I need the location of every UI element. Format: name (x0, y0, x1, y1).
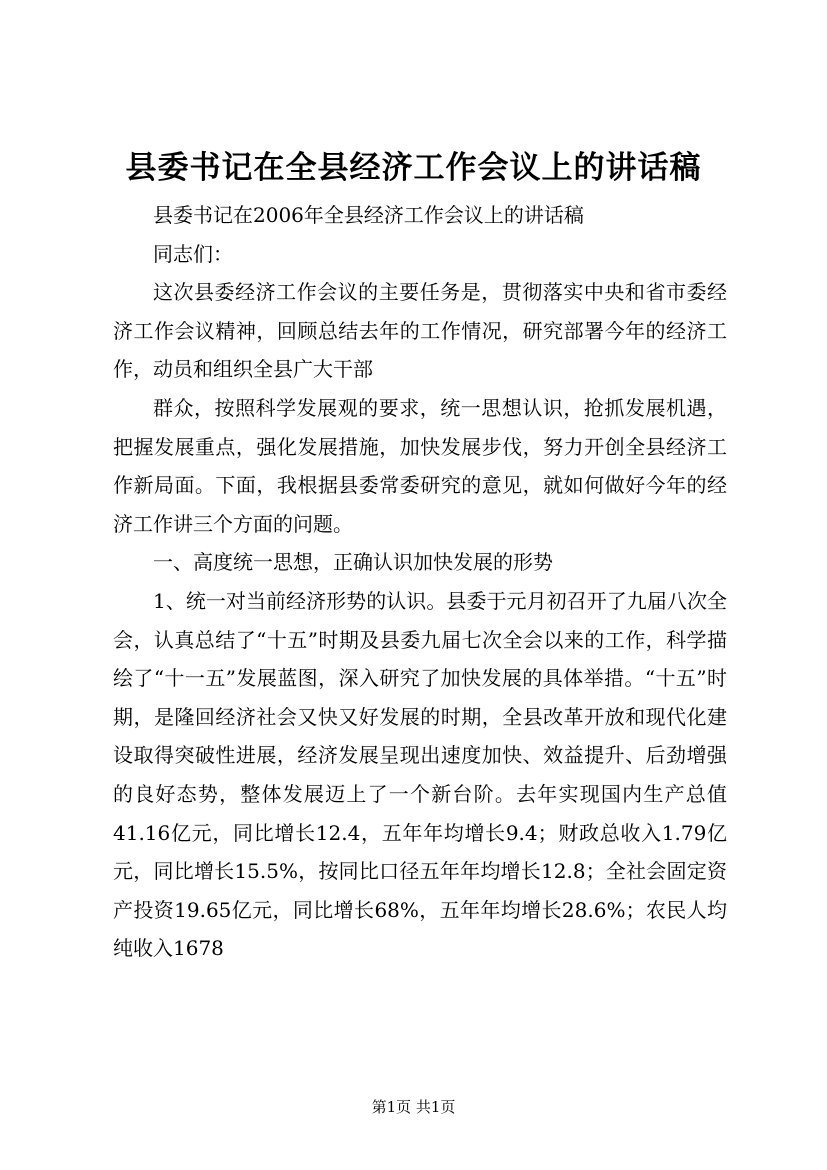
body-paragraph: 这次县委经济工作会议的主要任务是，贯彻落实中央和省市委经济工作会议精神，回顾总结去年的工作情况，研究部署今年的经济工作，动员和组织全县广大干部 (113, 280, 727, 382)
body-paragraph: 1、统一对当前经济形势的认识。县委于元月初召开了九届八次全会，认真总结了“十五”时期及县委九届七次全会以来的工作，科学描绘了“十一五”发展蓝图，深入研究了加快发展的具体举措。“十五”时期，是隆回经济社会又快又好发展的时期，全县改革开放和现代化建设取得突破性进展，经济发展呈现出速度加快、效益提升、后劲增强的良好态势，整体发展迈上了一个新台阶。去年实现国内生产总值41.16亿元，同比增长12.4，五年年均增长9.4；财政总收入1.79亿元，同比增长15.5%，按同比口径五年年均增长12.8；全社会固定资产投资19.65亿元，同比增长68%，五年年均增长28.6%；农民人均纯收入1678 (113, 588, 727, 961)
page-footer: 第1页 共1页 (371, 1098, 456, 1116)
body-paragraph: 群众，按照科学发展观的要求，统一思想认识，抢抓发展机遇，把握发展重点，强化发展措施，加快发展步伐，努力开创全县经济工作新局面。下面，我根据县委常委研究的意见，就如何做好今年的经济工作讲三个方面的问题。 (113, 395, 727, 536)
subtitle-paragraph: 县委书记在2006年全县经济工作会议上的讲话稿 (153, 203, 584, 227)
document-body (113, 196, 727, 968)
salutation-paragraph: 同志们： (153, 241, 233, 266)
section-heading: 一、高度统一思想，正确认识加快发展的形势 (153, 550, 553, 575)
document-title: 县委书记在全县经济工作会议上的讲话稿 (125, 150, 702, 186)
